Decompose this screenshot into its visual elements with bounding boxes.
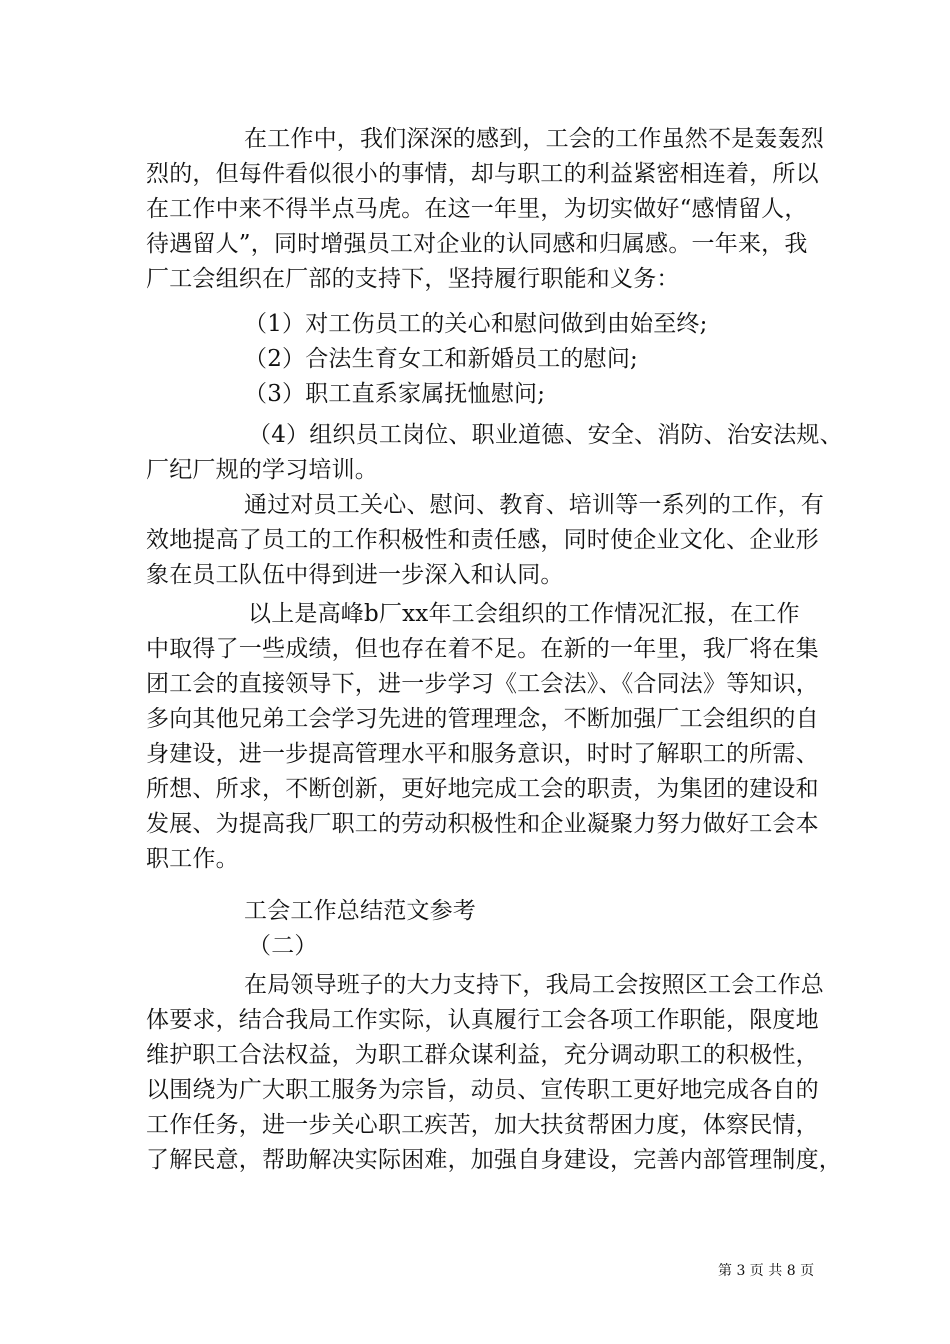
list-item: （3）职工直系家属抚恤慰问; xyxy=(244,381,546,407)
text-line: 在工作中，我们深深的感到，工会的工作虽然不是轰轰烈 xyxy=(244,126,824,152)
text-line: 以上是高峰b厂xx年工会组织的工作情况汇报，在工作 xyxy=(248,601,800,627)
page-number-footer: 第 3 页 共 8 页 xyxy=(718,1263,815,1279)
text-line: 多向其他兄弟工会学习先进的管理理念，不断加强厂工会组织的自 xyxy=(146,706,819,732)
text-line: 工作任务，进一步关心职工疾苦，加大扶贫帮困力度，体察民情， xyxy=(146,1112,819,1138)
text-line: 体要求，结合我局工作实际，认真履行工会各项工作职能，限度地 xyxy=(146,1007,819,1033)
text-line: 身建设，进一步提高管理水平和服务意识，时时了解职工的所需、 xyxy=(146,741,819,767)
text-line: 职工作。 xyxy=(146,846,239,872)
text-line: 待遇留人”，同时增强员工对企业的认同感和归属感。一年来，我 xyxy=(146,231,808,257)
list-item: （1）对工伤员工的关心和慰问做到由始至终; xyxy=(244,311,708,337)
text-line: 发展、为提高我厂职工的劳动积极性和企业凝聚力努力做好工会本 xyxy=(146,811,819,837)
text-line: 象在员工队伍中得到进一步深入和认同。 xyxy=(146,562,564,588)
text-line: 团工会的直接领导下，进一步学习《工会法》、《合同法》等知识， xyxy=(146,671,819,697)
text-line: 维护职工合法权益，为职工群众谋利益，充分调动职工的积极性， xyxy=(146,1042,819,1068)
list-item: （4）组织员工岗位、职业道德、安全、消防、治安法规、 xyxy=(248,422,843,448)
text-line: 效地提高了员工的工作积极性和责任感，同时使企业文化、企业形 xyxy=(146,527,819,553)
text-line: 了解民意，帮助解决实际困难，加强自身建设，完善内部管理制度， xyxy=(146,1147,842,1173)
text-line: 所想、所求，不断创新，更好地完成工会的职责，为集团的建设和 xyxy=(146,776,819,802)
text-line: 以围绕为广大职工服务为宗旨，动员、宣传职工更好地完成各自的 xyxy=(146,1077,819,1103)
text-line: 厂纪厂规的学习培训。 xyxy=(146,457,378,483)
text-line: 在局领导班子的大力支持下，我局工会按照区工会工作总 xyxy=(244,972,824,998)
text-line: 在工作中来不得半点马虎。在这一年里，为切实做好“感情留人， xyxy=(146,196,808,222)
list-item: （2）合法生育女工和新婚员工的慰问; xyxy=(244,346,638,372)
text-line: 厂工会组织在厂部的支持下，坚持履行职能和义务： xyxy=(146,266,680,292)
section-title: 工会工作总结范文参考 xyxy=(244,898,476,924)
text-line: 中取得了一些成绩，但也存在着不足。在新的一年里，我厂将在集 xyxy=(146,636,819,662)
section-number: （二） xyxy=(248,933,318,959)
text-line: 烈的，但每件看似很小的事情，却与职工的利益紧密相连着，所以 xyxy=(146,161,819,187)
text-line: 通过对员工关心、慰问、教育、培训等一系列的工作，有 xyxy=(244,492,824,518)
